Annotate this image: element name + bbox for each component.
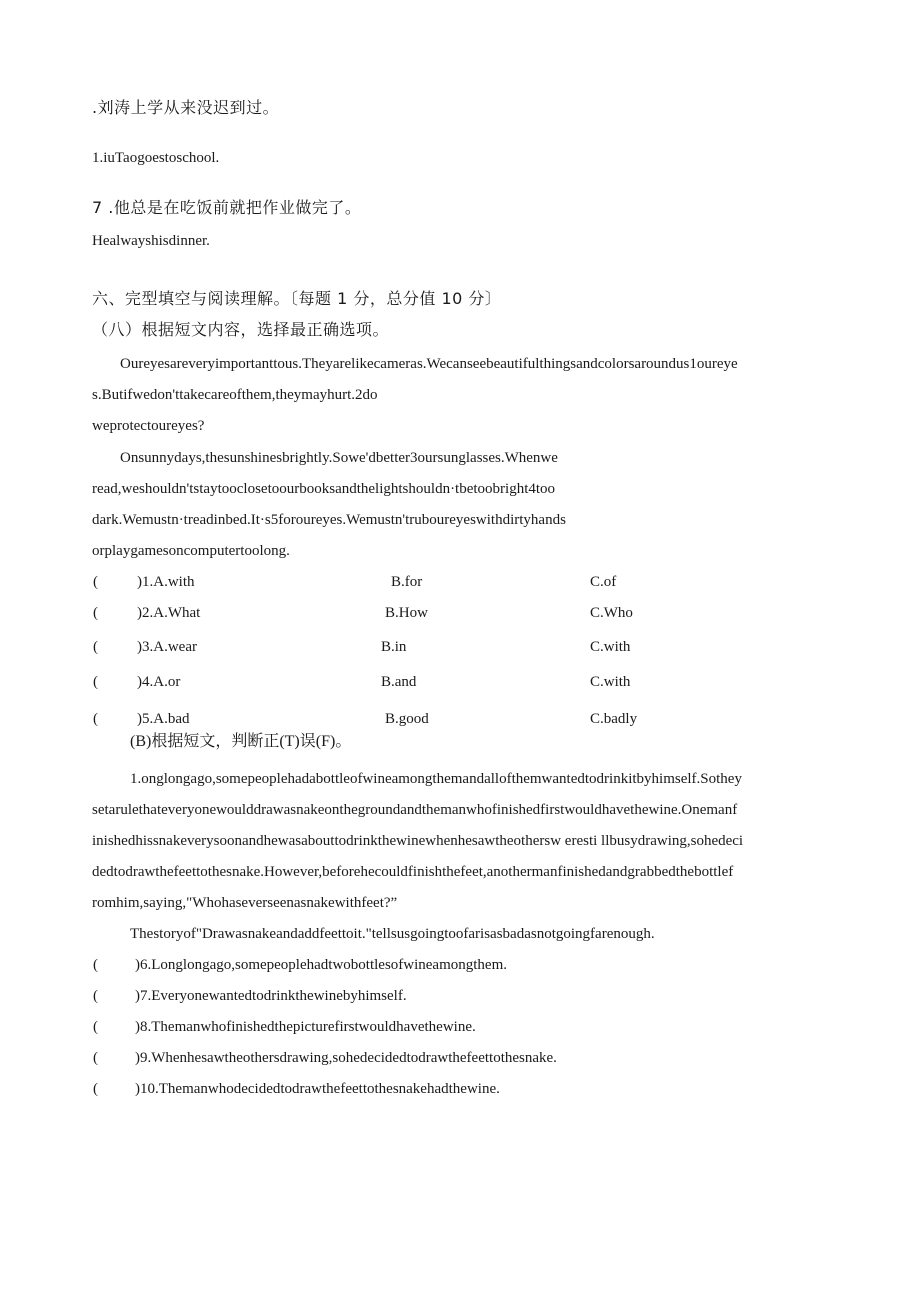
mcq-row <box>93 572 793 592</box>
answer-blank[interactable]: ( <box>93 988 98 1004</box>
answer-blank[interactable]: ( <box>93 1050 98 1066</box>
q6-english: 1.iuTaogoestoschool. <box>92 150 220 166</box>
option-a: )1.A.with <box>137 574 195 590</box>
option-a: )4.A.or <box>137 674 181 690</box>
section-title: 六、完型填空与阅读理解。〔每题 1 分，总分值 10 分〕 <box>92 289 502 308</box>
passage-a-line: orplaygamesoncomputertoolong. <box>92 543 290 559</box>
tf-statement: )10.Themanwhodecidedtodrawthefeettothesnakehadthewine. <box>135 1081 500 1097</box>
passage-b-line: inishedhissnakeverysoonandhewasabouttodrinkthewinewhenhesawtheothersw eresti llbusydrawing,sohedeci <box>92 833 744 849</box>
answer-blank[interactable]: ( <box>93 605 98 621</box>
option-b: B.and <box>381 674 417 690</box>
option-b: B.for <box>391 574 423 590</box>
answer-blank[interactable]: ( <box>93 711 98 727</box>
answer-blank[interactable]: ( <box>93 674 98 690</box>
option-c: C.with <box>590 639 631 655</box>
passage-b-line: dedtodrawthefeettothesnake.However,beforehecouldfinishthefeet,anothermanfinishedandgrabbedthebottlef <box>92 864 734 880</box>
passage-a-line: read,weshouldn'tstaytooclosetoourbooksandthelightshouldn·tbetoobright4too <box>92 481 556 497</box>
option-c: C.Who <box>590 605 633 621</box>
option-b: B.good <box>385 711 429 727</box>
answer-blank[interactable]: ( <box>93 639 98 655</box>
mcq-row <box>93 709 793 729</box>
passage-b-line: romhim,saying,"Whohaseverseenasnakewithfeet?” <box>92 895 398 911</box>
mcq-row <box>93 637 793 657</box>
tf-statement: )9.Whenhesawtheothersdrawing,sohedecidedtodrawthefeettothesnake. <box>135 1050 557 1066</box>
q6-chinese: .刘涛上学从来没迟到过。 <box>92 98 280 117</box>
answer-blank[interactable]: ( <box>93 1019 98 1035</box>
passage-b-line: setarulethateveryonewoulddrawasnakeonthegroundandthemanwhofinishedfirstwouldhavethewine.Onemanf <box>92 802 738 818</box>
option-a: )3.A.wear <box>137 639 197 655</box>
tf-statement: )7.Everyonewantedtodrinkthewinebyhimself. <box>135 988 407 1004</box>
passage-a-line: Oureyesareveryimportanttous.Theyarelikecameras.Wecanseebeautifulthingsandcolorsaroundus1oureye <box>120 356 738 372</box>
answer-blank[interactable]: ( <box>93 1081 98 1097</box>
passage-b-line: Thestoryof"Drawasnakeandaddfeettoit."tellsusgoingtoofarisasbadasnotgoingfarenough. <box>130 926 655 942</box>
option-a: )5.A.bad <box>137 711 190 727</box>
part-b-title: (B)根据短文，判断正(T)误(F)。 <box>130 733 352 750</box>
passage-a-line: dark.Wemustn·treadinbed.It·s5foroureyes.Wemustn'truboureyeswithdirtyhands <box>92 512 566 528</box>
option-b: B.in <box>381 639 407 655</box>
passage-a-line: weprotectoureyes? <box>92 418 205 434</box>
option-c: C.badly <box>590 711 638 727</box>
answer-blank[interactable]: ( <box>93 957 98 973</box>
mcq-row <box>93 672 793 692</box>
q7-english: Healwayshisdinner. <box>92 233 210 249</box>
tf-statement: )6.Longlongago,somepeoplehadtwobottlesofwineamongthem. <box>135 957 508 973</box>
option-c: C.with <box>590 674 631 690</box>
q7-chinese: 7 .他总是在吃饭前就把作业做完了。 <box>92 198 362 217</box>
passage-a-line: s.Butifwedon'ttakecareofthem,theymayhurt.2do <box>92 387 378 403</box>
option-a: )2.A.What <box>137 605 201 621</box>
mcq-row <box>93 603 793 623</box>
passage-b-line: 1.onglongago,somepeoplehadabottleofwineamongthemandallofthemwantedtodrinkitbyhimself.Sothey <box>130 771 742 787</box>
option-b: B.How <box>385 605 428 621</box>
passage-a-line: Onsunnydays,thesunshinesbrightly.Sowe'dbetter3oursunglasses.Whenwe <box>120 450 558 466</box>
part-a-title: （八）根据短文内容，选择最正确选项。 <box>92 320 390 339</box>
tf-statement: )8.Themanwhofinishedthepicturefirstwouldhavethewine. <box>135 1019 476 1035</box>
answer-blank[interactable]: ( <box>93 574 98 590</box>
option-c: C.of <box>590 574 617 590</box>
